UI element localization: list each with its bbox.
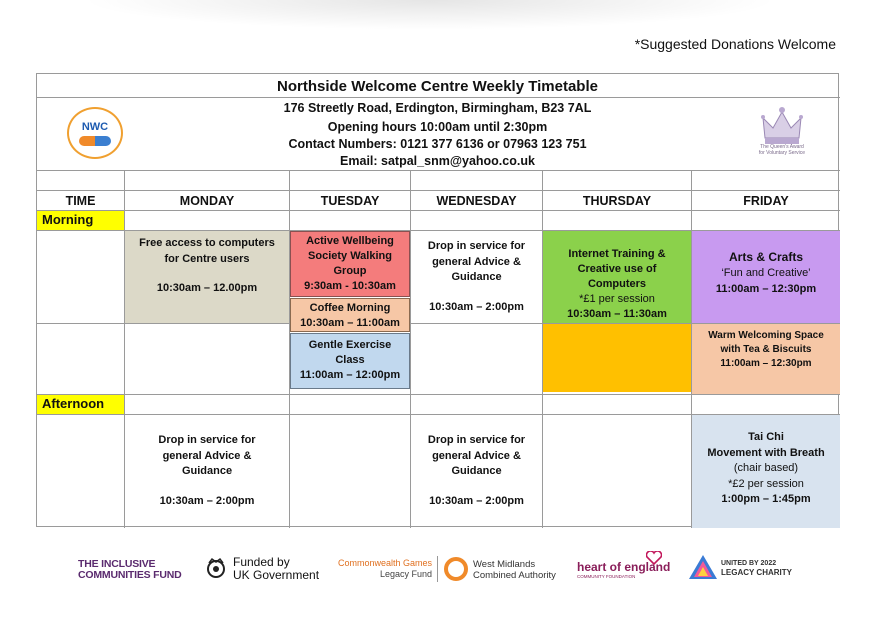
contact-numbers: Contact Numbers: 0121 377 6136 or 07963 123 751	[288, 137, 587, 151]
slot-line: Group	[333, 265, 367, 277]
col-header-wednesday: WEDNESDAY	[436, 194, 517, 208]
slot-line: Gentle Exercise	[308, 339, 392, 351]
slot-line: general Advice &	[162, 449, 252, 462]
queens-award-text	[749, 144, 815, 156]
slot-time: 10:30am – 2:00pm	[429, 300, 524, 313]
slot-line: Coffee Morning	[309, 302, 391, 314]
slot-friday-warm-space	[692, 324, 840, 394]
logo-divider	[437, 556, 438, 582]
slot-time: 10:30am – 2:00pm	[429, 494, 524, 507]
slot-line: Creative use of	[577, 263, 657, 275]
slot-wednesday-advice-pm	[411, 415, 542, 528]
logo-line: West Midlands	[473, 559, 536, 570]
legacy-charity-icon	[688, 554, 718, 580]
logo-line: Commonwealth Games	[337, 558, 432, 568]
handshake-icon	[79, 136, 111, 146]
slot-line: Drop in service for	[427, 240, 526, 252]
divider	[37, 170, 840, 171]
slot-tuesday-walking	[290, 231, 410, 297]
slot-time: 11:00am – 12:00pm	[299, 369, 401, 381]
slot-time: 10:30am – 12.00pm	[156, 282, 258, 294]
logo-line: THE INCLUSIVE	[78, 558, 156, 570]
slot-line: Drop in service for	[427, 434, 526, 446]
logo-line: UNITED BY 2022	[721, 560, 777, 567]
slot-line: Guidance	[451, 271, 502, 283]
slot-line: Free access to computers	[139, 237, 275, 249]
slot-line: Active Wellbeing	[306, 235, 394, 247]
band-morning: Morning	[37, 211, 124, 230]
timetable	[36, 73, 839, 527]
slot-line: general Advice &	[432, 449, 521, 462]
slot-thursday-internet	[543, 231, 691, 323]
slot-price: *£2 per session	[728, 477, 804, 490]
legacy-charity-logo	[721, 559, 792, 577]
col-header-friday: FRIDAY	[743, 194, 789, 208]
logo-line: COMMUNITY FOUNDATION	[577, 574, 636, 579]
slot-tuesday-exercise	[290, 333, 410, 389]
divider	[37, 97, 840, 98]
slot-time: 9:30am - 10:30am	[304, 280, 396, 292]
slot-time: 10:30am – 11:30am	[567, 308, 667, 320]
col-header-thursday: THURSDAY	[582, 194, 652, 208]
west-midlands-logo	[473, 559, 556, 581]
slot-time: 10:30am – 11:00am	[300, 317, 400, 329]
logo-line: COMMUNITIES FUND	[78, 569, 182, 581]
slot-thursday-blank	[543, 324, 691, 392]
slot-line: Movement with Breath	[707, 446, 825, 459]
slot-friday-tai-chi	[692, 415, 840, 528]
slot-wednesday-advice	[411, 231, 542, 323]
slot-line: Computers	[587, 278, 647, 290]
slot-title: Arts & Crafts	[728, 250, 803, 264]
slot-line: for Centre users	[164, 252, 250, 265]
award-line: for Voluntary Service	[758, 150, 806, 156]
commonwealth-games-logo	[334, 558, 432, 580]
col-header-monday: MONDAY	[179, 194, 235, 208]
slot-line: Drop in service for	[158, 434, 256, 446]
logo-line: Combined Authority	[473, 570, 556, 581]
heart-icon	[646, 551, 662, 565]
slot-monday-advice	[125, 415, 289, 528]
slot-tuesday-coffee	[290, 298, 410, 332]
sponsor-logos	[0, 548, 876, 588]
slot-note: ‘Fun and Creative’	[721, 267, 811, 279]
royal-crest-icon	[203, 557, 229, 579]
slot-line: general Advice &	[432, 255, 521, 268]
slot-line: Society Walking	[308, 250, 392, 262]
logo-line: Legacy Fund	[379, 569, 432, 579]
slot-line: Class	[335, 354, 365, 366]
slot-monday-computers	[125, 231, 289, 323]
slot-line: with Tea & Biscuits	[720, 344, 812, 355]
divider	[37, 190, 840, 191]
col-header-tuesday: TUESDAY	[320, 194, 380, 208]
slot-line: Warm Welcoming Space	[708, 330, 824, 341]
slot-friday-arts	[692, 231, 840, 323]
timetable-title: Northside Welcome Centre Weekly Timetable	[277, 78, 598, 95]
slot-line: Guidance	[451, 465, 502, 477]
col-header-time: TIME	[65, 194, 96, 208]
logo-line: Funded by	[233, 555, 290, 569]
slot-line: Guidance	[181, 465, 233, 477]
inclusive-communities-logo	[78, 559, 182, 581]
slot-time: 10:30am – 2:00pm	[159, 494, 255, 507]
opening-hours: Opening hours 10:00am until 2:30pm	[327, 120, 548, 134]
email: Email: satpal_snm@yahoo.co.uk	[340, 154, 535, 168]
award-line: The Queen's Award	[760, 144, 804, 150]
slot-line: Tai Chi	[748, 431, 784, 443]
slot-note: (chair based)	[733, 462, 799, 474]
divider	[37, 394, 840, 395]
logo-line: LEGACY CHARITY	[721, 568, 792, 577]
slot-time: 1:00pm – 1:45pm	[721, 493, 811, 505]
slot-time: 11:00am – 12:30pm	[720, 358, 812, 369]
nwc-logo	[67, 107, 123, 159]
logo-line: UK Government	[233, 568, 320, 582]
west-midlands-ring-icon	[443, 556, 469, 582]
slot-time: 11:00am – 12:30pm	[715, 283, 817, 295]
uk-government-logo	[233, 556, 319, 582]
donations-note: *Suggested Donations Welcome	[634, 36, 836, 52]
nwc-logo-text: NWC	[81, 121, 109, 133]
slot-line: Internet Training &	[568, 248, 666, 260]
band-afternoon: Afternoon	[37, 395, 124, 414]
page-shadow	[80, 0, 780, 30]
divider	[37, 210, 840, 211]
slot-price: *£1 per session	[579, 293, 655, 305]
logo-line: heart of england	[577, 560, 671, 574]
address: 176 Streetly Road, Erdington, Birmingham, B23 7AL	[283, 101, 592, 115]
